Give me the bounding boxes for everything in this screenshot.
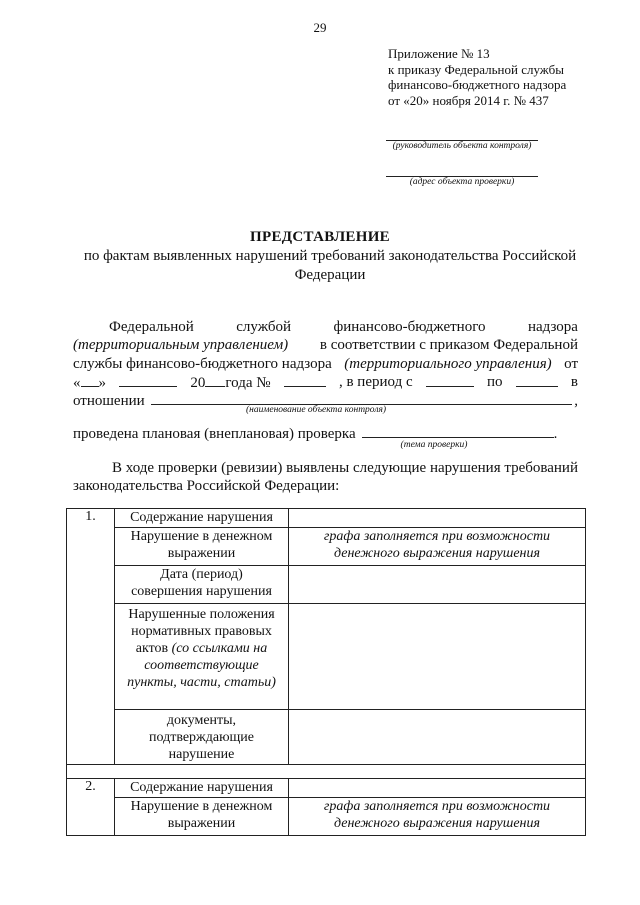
year-label: года №: [225, 375, 271, 391]
appendix-line: финансово-бюджетного надзора: [388, 77, 567, 92]
para1-line4: [73, 373, 578, 393]
para1-word: надзора: [527, 319, 578, 335]
money-note-line: денежного выражения нарушения: [334, 546, 540, 561]
object-name-blank: [151, 391, 573, 405]
violation-number: 2.: [67, 779, 115, 836]
violation-content-value: [289, 779, 586, 798]
acts-word: актов: [135, 641, 169, 656]
date-label-line: совершения нарушения: [131, 584, 272, 599]
table-row: [67, 798, 586, 836]
money-label-line: Нарушение в денежном: [130, 529, 273, 544]
date-value: [289, 566, 586, 604]
money-note: [289, 798, 586, 836]
quote-open: «: [73, 375, 81, 391]
violations-table: [66, 508, 586, 836]
period-to-label: по: [486, 374, 503, 390]
para3-line1: В ходе проверки (ревизии) выявлены следующие нарушения требований: [112, 460, 578, 476]
docs-label-line: подтверждающие: [148, 730, 255, 745]
money-label: [115, 798, 289, 836]
table-spacer-row: [67, 765, 586, 779]
docs-label-line: нарушение: [168, 747, 235, 762]
document-subtitle: по фактам выявленных нарушений требований законодательства Российской Федерации: [83, 248, 577, 283]
month-blank: [119, 373, 177, 387]
money-label-line: выражении: [167, 816, 236, 831]
document-title: ПРЕДСТАВЛЕНИЕ: [250, 229, 390, 245]
para1-word: финансово-бюджетного: [333, 319, 486, 335]
appendix-line: Приложение № 13: [388, 46, 490, 61]
order-day-field: [73, 373, 106, 393]
docs-value: [289, 710, 586, 765]
head-caption: (руководитель объекта контроля): [392, 141, 532, 151]
topic-caption: (тема проверки): [400, 440, 468, 450]
money-label: [115, 528, 289, 566]
acts-value: [289, 604, 586, 710]
money-note-line: графа заполняется при возможности: [323, 529, 551, 544]
quote-close: »: [98, 375, 106, 391]
territorial-body-italic: (территориальным управлением): [73, 337, 289, 353]
topic-blank: [362, 424, 554, 438]
order-number-blank: [284, 373, 326, 387]
para3-line2: законодательства Российской Федерации:: [73, 478, 340, 494]
para2-text: проведена плановая (внеплановая) проверка: [73, 426, 356, 442]
table-row: [67, 509, 586, 528]
table-row: [67, 604, 586, 710]
year-blank: [205, 373, 225, 387]
docs-label: [115, 710, 289, 765]
appendix-header: [388, 46, 566, 108]
day-blank: [81, 373, 99, 387]
para1-text: в соответствии с приказом Федеральной: [319, 337, 578, 353]
spacer-cell: [67, 765, 586, 779]
money-label-line: выражении: [167, 546, 236, 561]
para1-text: отношении: [73, 393, 145, 409]
acts-italic: (со ссылками на: [171, 641, 268, 656]
date-label-line: Дата (период): [160, 567, 243, 582]
para2-period: .: [553, 426, 558, 442]
para1-line2: [73, 336, 578, 355]
table-row: [67, 779, 586, 798]
para1-line3: [73, 355, 578, 374]
object-name-caption: (наименование объекта контроля): [245, 405, 387, 415]
in-relation-label: в: [570, 374, 578, 390]
violation-content-label: Содержание нарушения: [115, 509, 289, 528]
year-field: [190, 373, 270, 393]
acts-label-line: [115, 640, 288, 657]
para1-text: от: [564, 356, 578, 372]
date-label: [115, 566, 289, 604]
para1-word: службой: [236, 319, 292, 335]
address-caption: (адрес объекта проверки): [409, 177, 515, 187]
para1-comma: ,: [574, 393, 578, 409]
page-number: 29: [313, 20, 327, 35]
money-note-line: графа заполняется при возможности: [323, 799, 551, 814]
money-label-line: Нарушение в денежном: [130, 799, 273, 814]
acts-label-line: пункты, части, статьи): [127, 675, 276, 690]
para2-line: [73, 424, 578, 444]
table-row: [67, 566, 586, 604]
year-prefix: 20: [190, 375, 206, 391]
appendix-line: к приказу Федеральной службы: [388, 61, 564, 77]
acts-label: [115, 604, 289, 710]
violation-content-label: Содержание нарушения: [115, 779, 289, 798]
acts-label-line: соответствующие: [144, 658, 259, 673]
money-note-line: денежного выражения нарушения: [334, 816, 540, 831]
para1-line1: [109, 318, 578, 337]
acts-label-line: Нарушенные положения: [128, 607, 275, 622]
money-note: [289, 528, 586, 566]
docs-label-line: документы,: [166, 713, 237, 728]
table-row: [67, 528, 586, 566]
acts-label-line: нормативных правовых: [131, 624, 272, 639]
table-row: [67, 710, 586, 765]
para1-word: Федеральной: [109, 319, 194, 335]
violation-content-value: [289, 509, 586, 528]
para1-text: службы финансово-бюджетного надзора: [73, 356, 332, 372]
territorial-office-italic: (территориального управления): [344, 356, 552, 372]
appendix-line: от «20» ноября 2014 г. № 437: [388, 92, 549, 108]
period-from-blank: [426, 373, 474, 387]
violation-number: 1.: [67, 509, 115, 765]
period-from-label: , в период с: [338, 374, 413, 390]
period-to-blank: [516, 373, 558, 387]
